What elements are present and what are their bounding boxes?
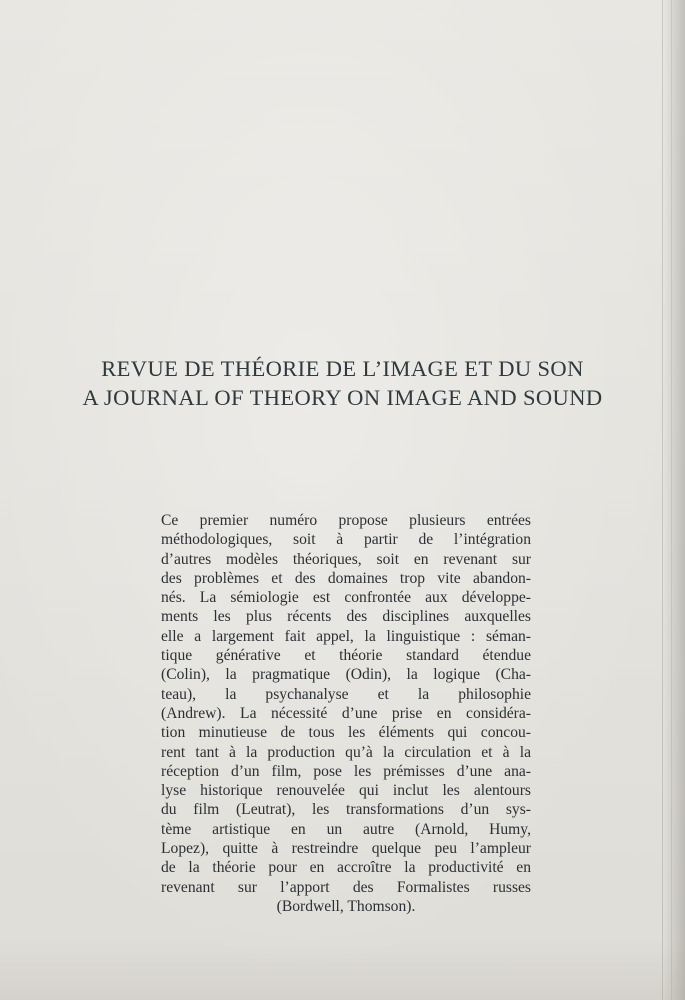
paragraph-line: revenant sur l’apport des Formalistes russes (161, 878, 531, 896)
cover-wear (0, 940, 685, 1000)
journal-title-french: REVUE DE THÉORIE DE L’IMAGE ET DU SON (101, 356, 584, 381)
paragraph-line: nés. La sémiologie est confrontée aux développe- (161, 589, 531, 607)
paragraph-line: Ce premier numéro propose plusieurs entrées (161, 512, 531, 529)
paragraph-line: ments les plus récents des disciplines auxquelles (161, 608, 531, 626)
paragraph-line: d’autres modèles théoriques, soit en revenant sur (161, 550, 531, 568)
paragraph-line: du film (Leutrat), les transformations d’un sys- (161, 801, 531, 819)
paragraph-line: rent tant à la production qu’à la circulation et à la (161, 743, 531, 761)
paragraph-line: tique générative et théorie standard étendue (161, 647, 531, 665)
journal-title (0, 354, 685, 412)
paragraph-line: teau), la psychanalyse et la philosophie (161, 685, 531, 703)
spine-edge (663, 0, 685, 1000)
paragraph-line: (Colin), la pragmatique (Odin), la logique (Cha- (161, 666, 531, 684)
paragraph-line: des problèmes et des domaines trop vite abandon- (161, 569, 531, 587)
journal-title-english: A JOURNAL OF THEORY ON IMAGE AND SOUND (82, 385, 603, 410)
paragraph-line: tème artistique en un autre (Arnold, Humy, (161, 820, 531, 838)
paragraph-line: réception d’un film, pose les prémisses d’une ana- (161, 762, 531, 780)
paragraph-line: de la théorie pour en accroître la productivité en (161, 859, 531, 877)
paragraph-line: lyse historique renouvelée qui inclut les alentours (161, 782, 531, 800)
description-paragraph (161, 511, 531, 916)
paragraph-line: elle a largement fait appel, la linguistique : séman- (161, 627, 531, 645)
paragraph-line: méthodologiques, soit à partir de l’intégration (161, 531, 531, 549)
paragraph-line: tion minutieuse de tous les éléments qui concou- (161, 724, 531, 742)
paragraph-line: (Andrew). La nécessité d’une prise en considéra- (161, 704, 531, 722)
paragraph-line: Lopez), quitte à restreindre quelque peu l’ampleur (161, 840, 531, 858)
paragraph-line: (Bordwell, Thomson). (276, 897, 416, 915)
